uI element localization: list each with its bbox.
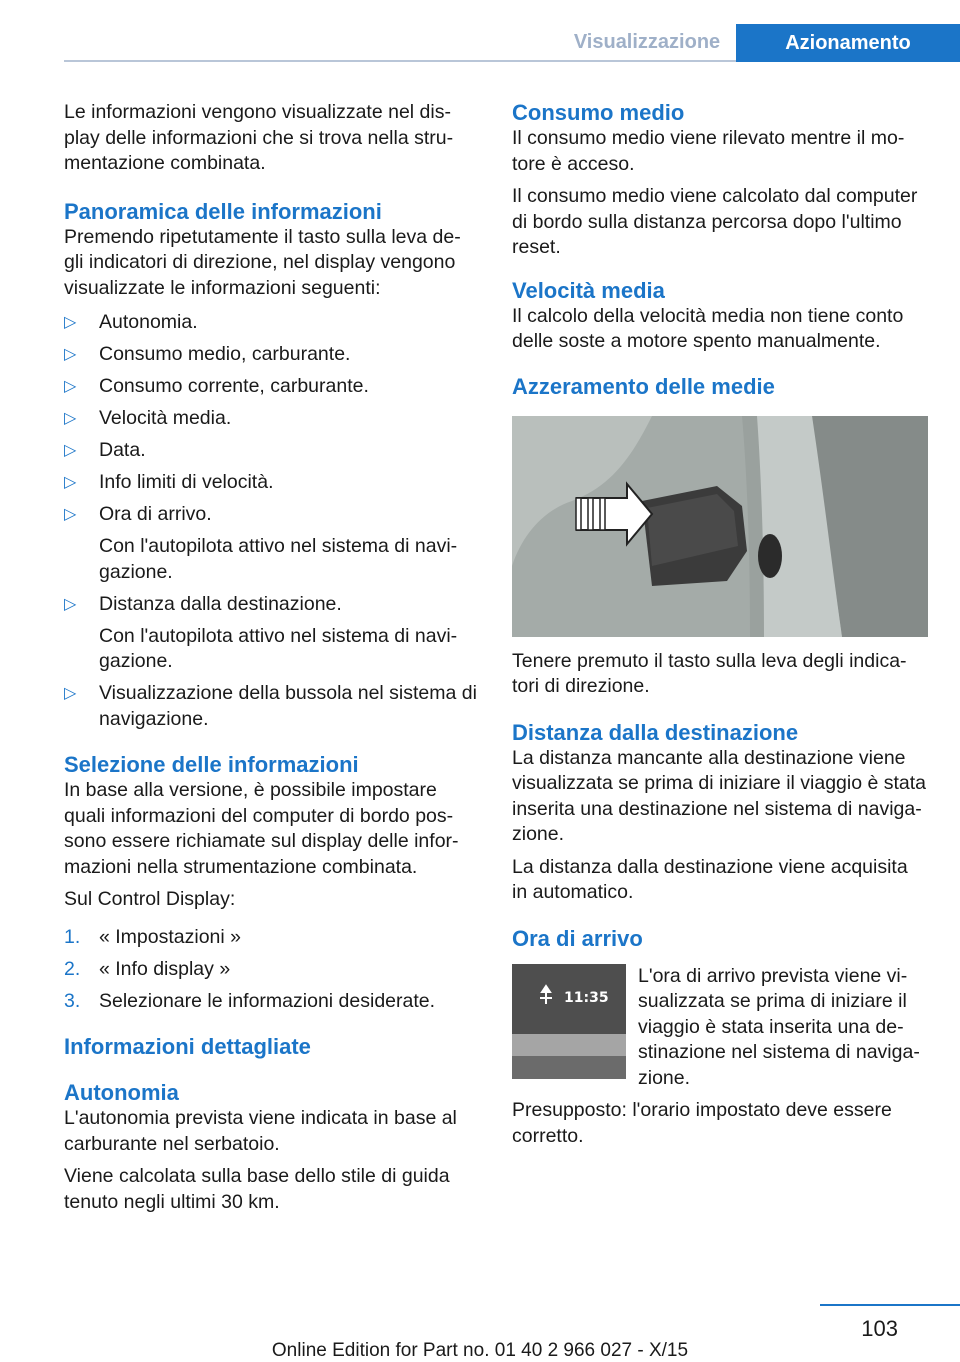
step-item: 3. Selezionare le informazioni desiderate. — [64, 989, 436, 1012]
page-number: 103 — [861, 1316, 898, 1341]
triangle-bullet-icon: ▷ — [64, 442, 77, 459]
selezione-paragraph: In base alla versione, è possibile impostare quali informazioni del computer di bordo pos‐ sono essere richiamate sul display delle infor‐ mazioni nella strumentazione combinata. — [64, 779, 459, 878]
heading-dettagliate: Informazioni dettagliate — [64, 1034, 311, 1059]
triangle-bullet-icon: ▷ — [64, 314, 77, 331]
distanza-paragraph-1: La distanza mancante alla destinazione viene visualizzata se prima di iniziare il viaggio è stata inserita una destinazione nel sistema di naviga‐ zione. — [512, 746, 927, 845]
list-item: ▷ Consumo medio, carburante. — [64, 342, 480, 368]
triangle-bullet-icon: ▷ — [64, 378, 77, 395]
heading-selezione: Selezione delle informazioni — [64, 752, 359, 777]
list-item: ▷ Visualizzazione della bussola nel sistema di navigazione. — [64, 682, 477, 730]
step-item: 2. « Info display » — [64, 957, 231, 980]
list-item: ▷ Autonomia. — [64, 310, 480, 336]
heading-distanza: Distanza dalla destinazione — [512, 719, 799, 745]
triangle-bullet-icon: ▷ — [64, 346, 77, 363]
heading-autonomia: Autonomia — [64, 1080, 179, 1105]
autonomia-paragraph-1: L'autonomia prevista viene indicata in base al carburante nel serbatoio. — [64, 1107, 457, 1155]
right-column — [512, 100, 928, 1156]
triangle-bullet-icon: ▷ — [64, 685, 77, 702]
arrivo-paragraph: L'ora di arrivo prevista viene vi‐ sualizzata se prima di iniziare il viaggio è stata inserita una de‐ stinazione nel sistema di naviga‐ zione. — [638, 964, 920, 1089]
turn-signal-lever-photo — [512, 416, 928, 637]
heading-velocita-media: Velocità media — [512, 277, 665, 303]
list-item: ▷ Velocità media. — [64, 406, 480, 432]
triangle-bullet-icon: ▷ — [64, 506, 77, 523]
footer-rule — [820, 1304, 960, 1306]
list-item: ▷ Ora di arrivo. — [64, 502, 480, 528]
consumo-paragraph-1: Il consumo medio viene rilevato mentre il mo‐ tore è acceso. — [512, 127, 905, 175]
distanza-paragraph-2: La distanza dalla destinazione viene acquisita in automatico. — [512, 855, 908, 903]
tab-azionamento[interactable]: Azionamento — [736, 24, 960, 62]
heading-panoramica: Panoramica delle informazioni — [64, 198, 382, 224]
consumo-paragraph-2: Il consumo medio viene calcolato dal computer di bordo sulla distanza percorsa dopo l'ultimo reset. — [512, 185, 918, 258]
presupposto-paragraph: Presupposto: l'orario impostato deve essere corretto. — [512, 1099, 892, 1147]
list-item: ▷ Data. — [64, 438, 480, 464]
info-list — [64, 310, 480, 732]
heading-azzeramento: Azzeramento delle medie — [512, 373, 775, 399]
step-item: 1. « Impostazioni » — [64, 925, 241, 948]
footer-edition: Online Edition for Part no. 01 40 2 966 027 - X/15 — [271, 1340, 689, 1361]
control-display-label: Sul Control Display: — [64, 888, 236, 910]
triangle-bullet-icon: ▷ — [64, 474, 77, 491]
tab-visualizzazione[interactable]: Visualizzazione — [573, 31, 721, 53]
arrivo-block — [512, 964, 928, 1092]
heading-consumo-medio: Consumo medio — [512, 100, 685, 125]
arrival-time-display — [512, 964, 626, 1079]
left-column — [64, 100, 480, 1222]
heading-ora-arrivo: Ora di arrivo — [512, 925, 643, 951]
steps-list — [64, 925, 480, 1015]
list-item: ▷ Consumo corrente, carburante. — [64, 374, 480, 400]
panoramica-paragraph: Premendo ripetutamente il tasto sulla leva de‐ gli indicatori di direzione, nel display vengono visualizzate le informazioni seguenti: — [64, 225, 461, 299]
azzeramento-paragraph: Tenere premuto il tasto sulla leva degli indica‐ tori di direzione. — [512, 649, 907, 697]
clock-time: 11:35 — [564, 989, 609, 1006]
triangle-bullet-icon: ▷ — [64, 595, 77, 613]
arrival-display-graphic — [512, 964, 626, 1079]
velocita-paragraph: Il calcolo della velocità media non tiene conto delle soste a motore spento manualmente. — [512, 304, 904, 352]
list-item-note: Con l'autopilota attivo nel sistema di navi‐ gazione. — [99, 535, 458, 583]
list-item: ▷ Info limiti di velocità. — [64, 470, 480, 496]
list-item-note: Con l'autopilota attivo nel sistema di navi‐ gazione. — [99, 624, 458, 672]
autonomia-paragraph-2: Viene calcolata sulla base dello stile di guida tenuto negli ultimi 30 km. — [64, 1165, 450, 1213]
list-item: ▷ Distanza dalla destinazione. — [64, 592, 480, 618]
triangle-bullet-icon: ▷ — [64, 410, 77, 427]
intro-paragraph: Le informazioni vengono visualizzate nel dis‐ play delle informazioni che si trova nella stru‐ mentazione combinata. — [64, 101, 454, 174]
lever-illustration — [512, 416, 928, 637]
